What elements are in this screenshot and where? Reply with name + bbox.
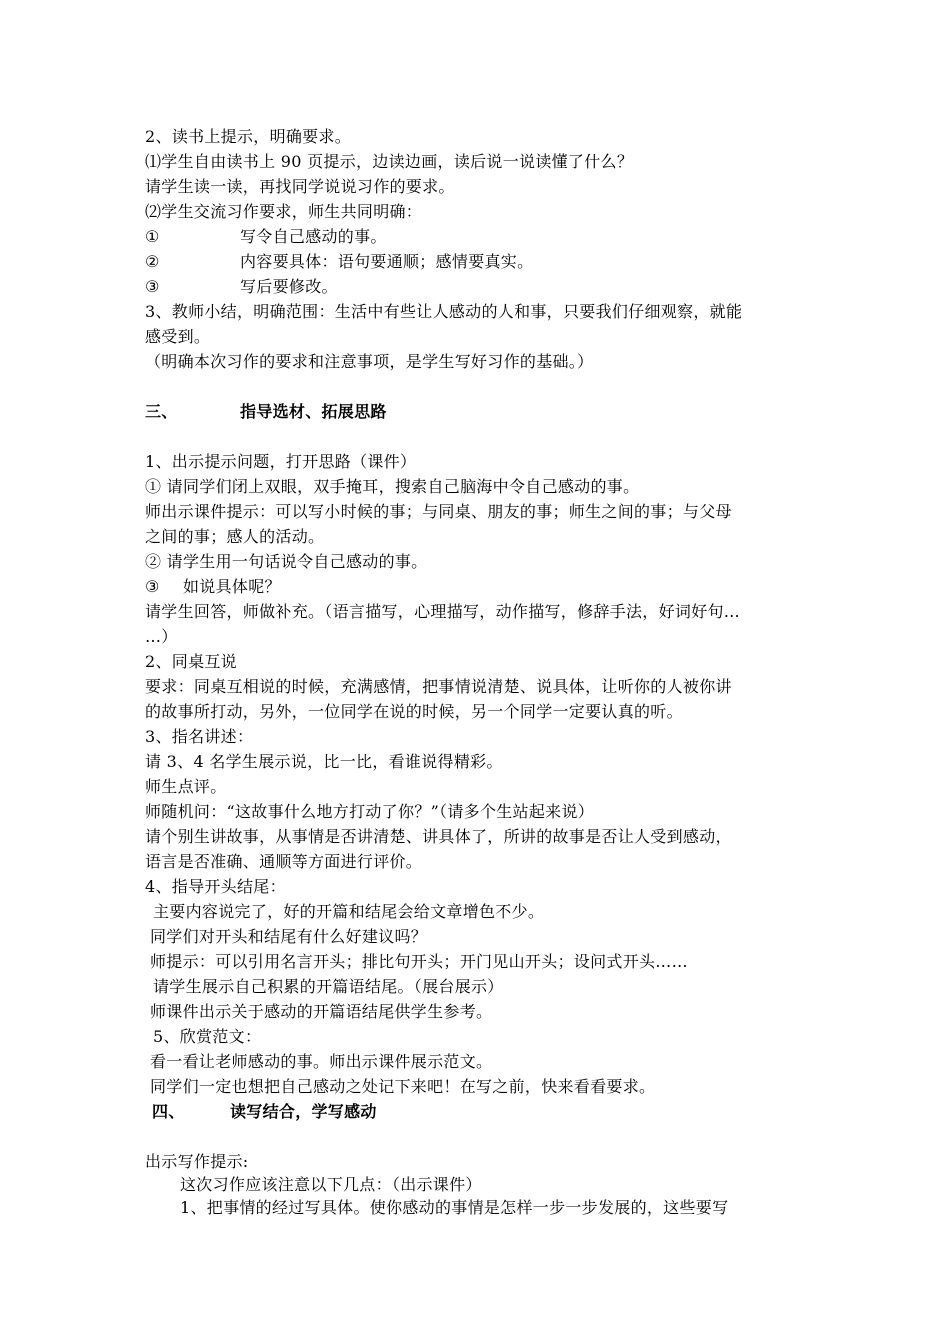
text-line: 5、欣赏范文： — [153, 1027, 262, 1046]
text-line: 3、指名讲述： — [145, 727, 254, 746]
list-marker: ② — [145, 252, 160, 271]
text-line: 请学生回答，师做补充。（语言描写，心理描写，动作描写，修辞手法，好词好句… — [145, 602, 741, 621]
requirement-text: 内容要具体：语句要通顺；感情要真实。 — [240, 252, 534, 271]
text-line: 师出示课件提示：可以写小时候的事；与同桌、朋友的事；师生之间的事；与父母 — [145, 502, 732, 521]
text-line: 3、教师小结，明确范围：生活中有些让人感动的人和事，只要我们仔细观察，就能 — [145, 302, 743, 321]
text-line: 同学们一定也想把自己感动之处记下来吧！在写之前，快来看看要求。 — [150, 1077, 656, 1096]
list-marker: ③ — [145, 577, 160, 596]
text-line: 请个别生讲故事，从事情是否讲清楚、讲具体了，所讲的故事是否让人受到感动， — [145, 827, 732, 846]
text-line: 看一看让老师感动的事。师出示课件展示范文。 — [150, 1052, 493, 1071]
section-title: 指导选材、拓展思路 — [240, 402, 387, 421]
section-heading — [152, 1102, 377, 1122]
text-line: 出示写作提示: — [145, 1152, 249, 1171]
requirement-item — [145, 252, 534, 272]
text-line: ⑴学生自由读书上 90 页提示，边读边画，读后说一说读懂了什么？ — [145, 152, 634, 171]
section-title: 读写结合，学写感动 — [230, 1102, 377, 1121]
text-line: 这次习作应该注意以下几点：（出示课件） — [180, 1175, 482, 1194]
text-line: 请学生读一读，再找同学说说习作的要求。 — [145, 177, 455, 196]
text-line: 1、把事情的经过写具体。使你感动的事情是怎样一步一步发展的，这些要写 — [180, 1198, 729, 1217]
text-line: 师随机问：“这故事什么地方打动了你？”（请多个生站起来说） — [145, 802, 595, 821]
text-line: 2、同桌互说 — [145, 652, 237, 671]
text-line: 之间的事；感人的活动。 — [145, 527, 325, 546]
list-item — [145, 577, 281, 597]
section-number: 四、 — [152, 1102, 185, 1121]
requirement-item — [145, 227, 387, 247]
text-line: 请学生展示自己积累的开篇语结尾。（展台展示） — [153, 977, 504, 996]
text-line: 师生点评。 — [145, 777, 227, 796]
text-line: 语言是否准确、通顺等方面进行评价。 — [145, 852, 423, 871]
text-line: ① 请同学们闭上双眼，双手掩耳，搜索自己脑海中令自己感动的事。 — [145, 477, 640, 496]
section-number: 三、 — [145, 402, 178, 421]
text-line: 请 3、4 名学生展示说，比一比，看谁说得精彩。 — [145, 752, 503, 771]
text-line: ② 请学生用一句话说令自己感动的事。 — [145, 552, 428, 571]
list-marker: ③ — [145, 277, 160, 296]
requirement-text: 写后要修改。 — [240, 277, 338, 296]
text-line: 师课件出示关于感动的开篇语结尾供学生参考。 — [150, 1002, 493, 1021]
list-text: 如说具体呢？ — [183, 577, 281, 596]
text-line: 要求：同桌互相说的时候，充满感情，把事情说清楚、说具体，让听你的人被你讲 — [145, 677, 732, 696]
text-line: 主要内容说完了，好的开篇和结尾会给文章增色不少。 — [153, 902, 545, 921]
text-line: …） — [145, 627, 178, 646]
text-line: 4、指导开头结尾： — [145, 877, 286, 896]
text-line: ⑵学生交流习作要求，师生共同明确： — [145, 202, 423, 221]
requirement-text: 写令自己感动的事。 — [240, 227, 387, 246]
section-heading — [145, 402, 387, 422]
text-line: 的故事所打动，另外，一位同学在说的时候，另一个同学一定要认真的听。 — [145, 702, 683, 721]
text-line: 2、读书上提示，明确要求。 — [145, 127, 352, 146]
text-line: （明确本次习作的要求和注意事项，是学生写好习作的基础。） — [145, 352, 594, 371]
requirement-item — [145, 277, 338, 297]
text-line: 感受到。 — [145, 327, 211, 346]
text-line: 师提示：可以引用名言开头；排比句开头；开门见山开头；设问式开头…… — [150, 952, 688, 971]
text-line: 1、出示提示问题，打开思路（课件） — [145, 452, 417, 471]
list-marker: ① — [145, 227, 160, 246]
text-line: 同学们对开头和结尾有什么好建议吗？ — [150, 927, 428, 946]
